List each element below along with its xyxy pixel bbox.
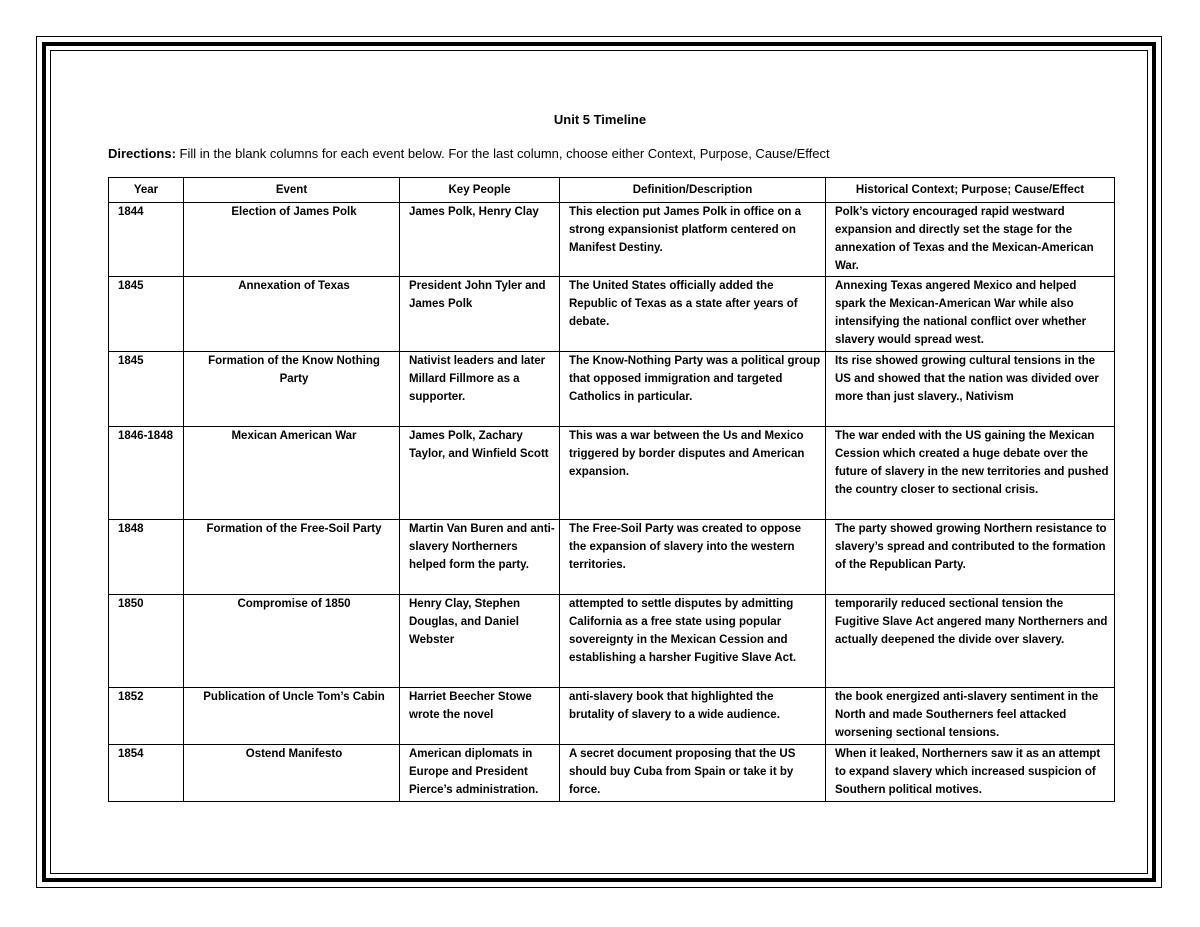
table-row: [109, 520, 1115, 595]
header-key-people: Key People: [400, 178, 560, 203]
header-context: Historical Context; Purpose; Cause/Effect: [826, 178, 1115, 203]
directions: [108, 146, 1108, 161]
key-people-cell: President John Tyler and James Polk: [400, 277, 560, 352]
context-cell: the book energized anti-slavery sentiment in the North and made Southerners feel attacked worsening sectional tensions.: [826, 688, 1115, 745]
year-cell: 1854: [109, 745, 184, 802]
context-cell: Annexing Texas angered Mexico and helped spark the Mexican-American War while also intensifying the national conflict over whether slavery would spread west.: [826, 277, 1115, 352]
event-cell: Compromise of 1850: [184, 595, 400, 688]
timeline-table: [108, 177, 1115, 802]
definition-cell: The Know-Nothing Party was a political group that opposed immigration and targeted Catholics in particular.: [560, 352, 826, 427]
year-cell: 1846-1848: [109, 427, 184, 520]
page-title: Unit 5 Timeline: [553, 112, 647, 127]
header-year: Year: [109, 178, 184, 203]
table-row: [109, 688, 1115, 745]
table-row: [109, 277, 1115, 352]
key-people-cell: Martin Van Buren and anti-slavery Northerners helped form the party.: [400, 520, 560, 595]
definition-cell: This was a war between the Us and Mexico triggered by border disputes and American expansion.: [560, 427, 826, 520]
year-cell: 1850: [109, 595, 184, 688]
definition-cell: The United States officially added the Republic of Texas as a state after years of debate.: [560, 277, 826, 352]
table-row: [109, 352, 1115, 427]
table-row: [109, 427, 1115, 520]
table-row: [109, 745, 1115, 802]
definition-cell: attempted to settle disputes by admitting California as a free state using popular sovereignty in the Mexican Cession and establishing a harsher Fugitive Slave Act.: [560, 595, 826, 688]
event-cell: Annexation of Texas: [184, 277, 400, 352]
table-row: [109, 595, 1115, 688]
year-cell: 1848: [109, 520, 184, 595]
context-cell: Its rise showed growing cultural tensions in the US and showed that the nation was divided over more than just slavery., Nativism: [826, 352, 1115, 427]
directions-label: Directions:: [108, 146, 176, 161]
directions-text: Fill in the blank columns for each event below. For the last column, choose either Context, Purpose, Cause/Effect: [175, 146, 830, 161]
event-cell: Ostend Manifesto: [184, 745, 400, 802]
key-people-cell: James Polk, Henry Clay: [400, 203, 560, 277]
context-cell: temporarily reduced sectional tension the Fugitive Slave Act angered many Northerners and actually deepened the divide over slavery.: [826, 595, 1115, 688]
definition-cell: anti-slavery book that highlighted the brutality of slavery to a wide audience.: [560, 688, 826, 745]
event-cell: Mexican American War: [184, 427, 400, 520]
key-people-cell: Nativist leaders and later Millard Fillmore as a supporter.: [400, 352, 560, 427]
event-cell: Publication of Uncle Tom’s Cabin: [184, 688, 400, 745]
key-people-cell: Harriet Beecher Stowe wrote the novel: [400, 688, 560, 745]
key-people-cell: American diplomats in Europe and President Pierce’s administration.: [400, 745, 560, 802]
year-cell: 1852: [109, 688, 184, 745]
year-cell: 1845: [109, 352, 184, 427]
key-people-cell: Henry Clay, Stephen Douglas, and Daniel Webster: [400, 595, 560, 688]
context-cell: The war ended with the US gaining the Mexican Cession which created a huge debate over the future of slavery in the new territories and pushed the country closer to sectional crisis.: [826, 427, 1115, 520]
event-cell: Election of James Polk: [184, 203, 400, 277]
year-cell: 1844: [109, 203, 184, 277]
definition-cell: This election put James Polk in office on a strong expansionist platform centered on Manifest Destiny.: [560, 203, 826, 277]
key-people-cell: James Polk, Zachary Taylor, and Winfield Scott: [400, 427, 560, 520]
definition-cell: A secret document proposing that the US should buy Cuba from Spain or take it by force.: [560, 745, 826, 802]
table-row: [109, 203, 1115, 277]
definition-cell: The Free-Soil Party was created to oppose the expansion of slavery into the western territories.: [560, 520, 826, 595]
header-definition: Definition/Description: [560, 178, 826, 203]
context-cell: Polk’s victory encouraged rapid westward expansion and directly set the stage for the annexation of Texas and the Mexican-American War.: [826, 203, 1115, 277]
context-cell: When it leaked, Northerners saw it as an attempt to expand slavery which increased suspicion of Southern political motives.: [826, 745, 1115, 802]
header-event: Event: [184, 178, 400, 203]
event-cell: Formation of the Know Nothing Party: [184, 352, 400, 427]
table-header-row: [109, 178, 1115, 203]
year-cell: 1845: [109, 277, 184, 352]
context-cell: The party showed growing Northern resistance to slavery’s spread and contributed to the formation of the Republican Party.: [826, 520, 1115, 595]
event-cell: Formation of the Free-Soil Party: [184, 520, 400, 595]
